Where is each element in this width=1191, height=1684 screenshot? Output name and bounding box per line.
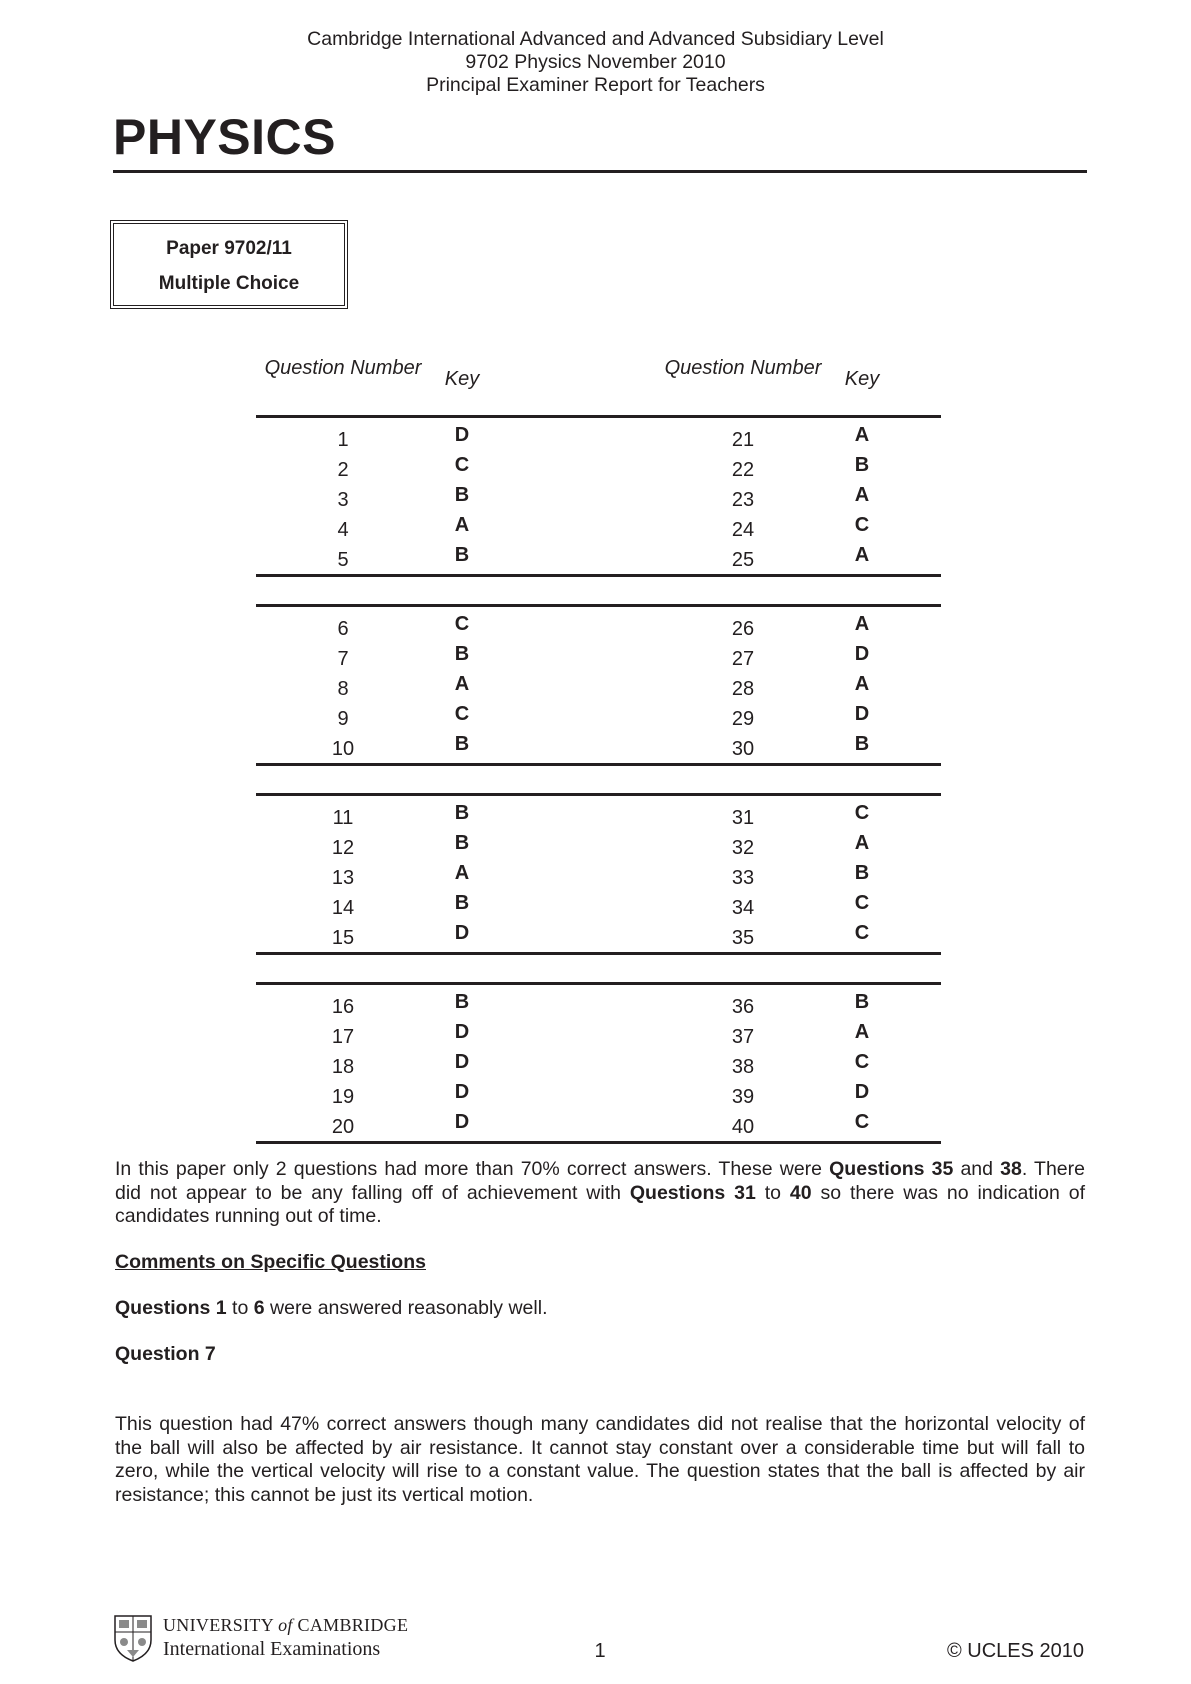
table-row (256, 800, 941, 830)
question-number: 3 (337, 489, 349, 511)
answer-key: D (454, 1111, 470, 1133)
question-number: 10 (331, 738, 355, 760)
answer-key-group (256, 982, 941, 1144)
table-row (256, 1109, 941, 1139)
answer-key: D (454, 424, 470, 446)
question-number: 7 (337, 648, 349, 670)
question-number: 21 (731, 429, 755, 451)
question-number: 22 (731, 459, 755, 481)
table-row (256, 920, 941, 950)
logo-line-university (163, 1615, 408, 1636)
answer-key: D (454, 1051, 470, 1073)
answer-key: A (854, 832, 870, 854)
question-number: 16 (331, 996, 355, 1018)
answer-key: B (454, 832, 470, 854)
table-row (256, 1049, 941, 1079)
answer-key: B (854, 454, 870, 476)
header-line-syllabus: 9702 Physics November 2010 (465, 51, 726, 73)
questions-1-to-6-comment (115, 1297, 548, 1320)
table-row (256, 731, 941, 761)
table-row (256, 890, 941, 920)
question-7-heading: Question 7 (115, 1343, 216, 1365)
logo-text: CAMBRIDGE (292, 1615, 409, 1635)
table-row (256, 611, 941, 641)
question-number: 29 (731, 708, 755, 730)
intro-bold: 40 (789, 1181, 812, 1204)
question-number: 23 (731, 489, 755, 511)
answer-key: A (854, 673, 870, 695)
answer-key: D (454, 922, 470, 944)
table-row (256, 830, 941, 860)
answer-key: C (854, 892, 870, 914)
table-row (256, 1019, 941, 1049)
question-number: 15 (331, 927, 355, 949)
question-number: 37 (731, 1026, 755, 1048)
answer-key: B (454, 544, 470, 566)
answer-key: C (454, 613, 470, 635)
cambridge-crest-icon (113, 1614, 153, 1662)
logo-text: UNIVERSITY (163, 1615, 279, 1635)
answer-key: B (454, 802, 470, 824)
intro-text: . There did not appear to be any falling off of achievement with (115, 1158, 1085, 1204)
intro-text: and (953, 1158, 1001, 1180)
logo-text-of: of (278, 1615, 293, 1635)
answer-key: A (854, 613, 870, 635)
question-number: 18 (331, 1056, 355, 1078)
answer-key: C (454, 454, 470, 476)
page-title: PHYSICS (113, 109, 337, 165)
table-row (256, 989, 941, 1019)
question-number: 24 (731, 519, 755, 541)
answer-key: C (454, 703, 470, 725)
paper-code: Paper 9702/11 (166, 238, 292, 259)
paper-box (110, 220, 348, 309)
question-number: 26 (731, 618, 755, 640)
intro-paragraph (115, 1158, 1085, 1229)
answer-key-table (256, 355, 941, 1144)
answer-key: A (454, 514, 470, 536)
question-number: 5 (337, 549, 349, 571)
answer-key: C (854, 514, 870, 536)
answer-key-group (256, 793, 941, 955)
answer-key: D (854, 703, 870, 725)
report-header (0, 28, 1191, 97)
answer-key-body (256, 415, 941, 1144)
table-row (256, 671, 941, 701)
question-number: 31 (731, 807, 755, 829)
answer-key: C (854, 922, 870, 944)
question-number: 30 (731, 738, 755, 760)
question-number: 13 (331, 867, 355, 889)
question-number: 40 (731, 1116, 755, 1138)
table-row (256, 701, 941, 731)
table-row (256, 452, 941, 482)
question-number: 28 (731, 678, 755, 700)
answer-key: A (454, 673, 470, 695)
question-number: 1 (337, 429, 349, 451)
question-number: 39 (731, 1086, 755, 1108)
intro-text: so there was no indication of candidates running out of time. (115, 1181, 1085, 1227)
question-number: 17 (331, 1026, 355, 1048)
answer-key: B (854, 733, 870, 755)
question-7-body: This question had 47% correct answers though many candidates did not realise that the horizontal velocity of the ball will also be affected by air resistance. It cannot stay constant over a considerable time but will fall to zero, while the vertical velocity will rise to a constant value. The question states that the ball is affected by air resistance; this cannot be just its vertical motion. (115, 1413, 1085, 1506)
table-row (256, 860, 941, 890)
question-number: 14 (331, 897, 355, 919)
q-range-bold: Questions 1 (115, 1297, 227, 1319)
answer-key-group (256, 415, 941, 577)
question-number: 36 (731, 996, 755, 1018)
intro-bold: Questions 31 (629, 1181, 756, 1204)
answer-key: C (854, 802, 870, 824)
table-row (256, 482, 941, 512)
logo-line-international: International Examinations (163, 1638, 381, 1660)
header-question-number-right: Question Number (664, 357, 822, 379)
question-number: 38 (731, 1056, 755, 1078)
header-key-left: Key (444, 368, 480, 390)
intro-bold: Questions 35 (829, 1158, 954, 1180)
answer-key: A (854, 424, 870, 446)
question-number: 9 (337, 708, 349, 730)
question-number: 11 (332, 807, 354, 829)
table-row (256, 542, 941, 572)
answer-key: D (854, 643, 870, 665)
answer-key-header (256, 355, 941, 415)
answer-key: B (454, 733, 470, 755)
answer-key: B (454, 892, 470, 914)
header-key-right: Key (844, 368, 880, 390)
answer-key: D (454, 1021, 470, 1043)
title-divider (113, 170, 1087, 173)
paper-type: Multiple Choice (158, 273, 300, 294)
question-number: 4 (337, 519, 349, 541)
header-question-number-left: Question Number (264, 357, 422, 379)
section-heading: Comments on Specific Questions (115, 1251, 426, 1273)
answer-key: A (454, 862, 470, 884)
answer-key: C (854, 1111, 870, 1133)
page-number: 1 (594, 1640, 606, 1662)
q-range-text: were answered reasonably well. (264, 1297, 548, 1319)
answer-key: B (454, 484, 470, 506)
question-number: 34 (731, 897, 755, 919)
question-number: 19 (331, 1086, 355, 1108)
question-number: 2 (337, 459, 349, 481)
cambridge-logo (113, 1614, 413, 1664)
question-number: 12 (331, 837, 355, 859)
answer-key: A (854, 544, 870, 566)
header-line-report: Principal Examiner Report for Teachers (426, 74, 765, 96)
intro-text: In this paper only 2 questions had more than 70% correct answers. These were (115, 1158, 830, 1180)
answer-key: A (854, 1021, 870, 1043)
question-number: 25 (731, 549, 755, 571)
table-row (256, 422, 941, 452)
question-number: 8 (337, 678, 349, 700)
answer-key: A (854, 484, 870, 506)
question-number: 32 (731, 837, 755, 859)
answer-key: B (854, 991, 870, 1013)
answer-key: B (854, 862, 870, 884)
q-range-text: to (226, 1297, 254, 1319)
answer-key: D (854, 1081, 870, 1103)
question-number: 20 (331, 1116, 355, 1138)
question-number: 27 (731, 648, 755, 670)
answer-key: D (454, 1081, 470, 1103)
q-range-bold: 6 (253, 1297, 265, 1319)
question-number: 33 (731, 867, 755, 889)
table-row (256, 1079, 941, 1109)
answer-key: B (454, 991, 470, 1013)
intro-bold: 38 (1000, 1158, 1022, 1180)
question-number: 6 (337, 618, 349, 640)
header-line-qualification: Cambridge International Advanced and Advanced Subsidiary Level (307, 28, 884, 50)
table-row (256, 641, 941, 671)
table-row (256, 512, 941, 542)
question-number: 35 (731, 927, 755, 949)
answer-key: B (454, 643, 470, 665)
intro-text: to (755, 1181, 790, 1204)
copyright: © UCLES 2010 (946, 1640, 1084, 1662)
answer-key-group (256, 604, 941, 766)
answer-key: C (854, 1051, 870, 1073)
